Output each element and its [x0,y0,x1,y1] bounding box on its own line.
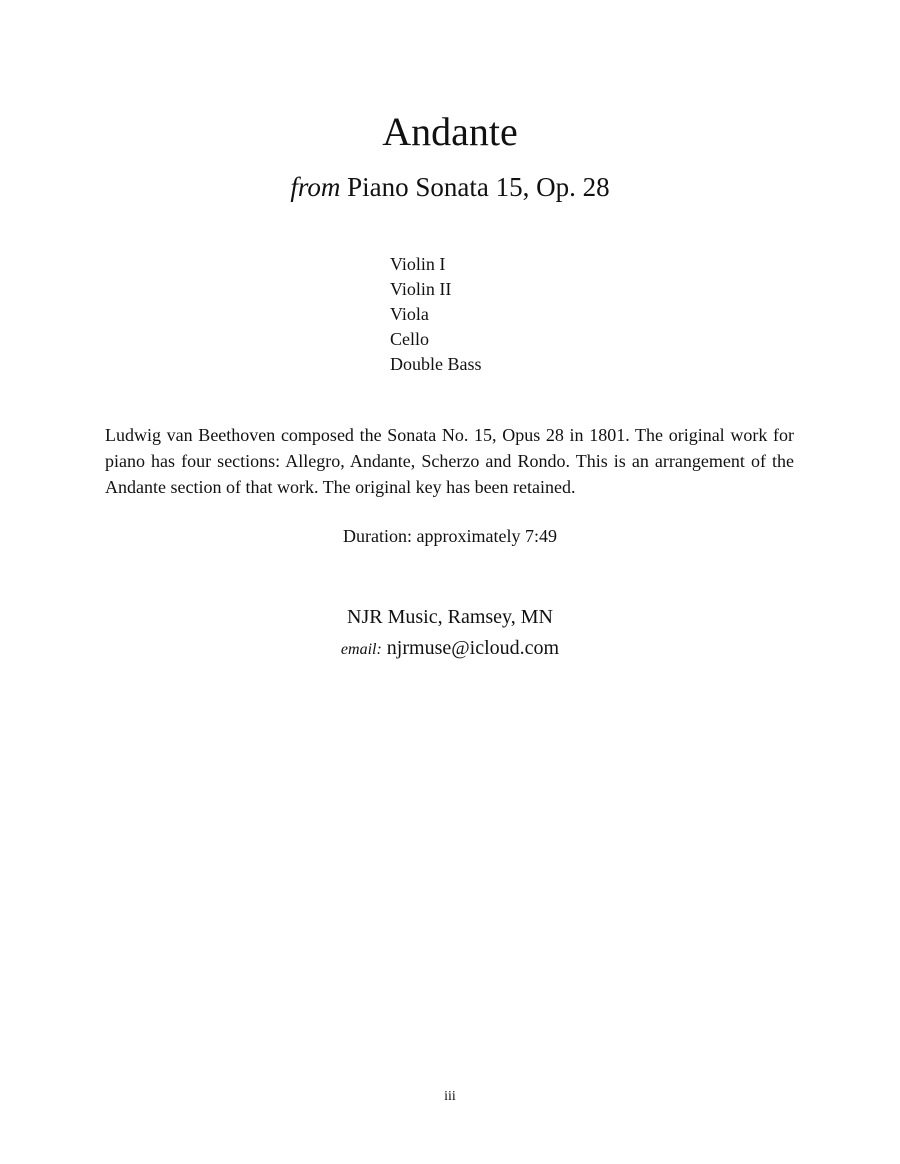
email-label: email: [340,641,382,658]
subtitle-prefix: from [290,172,341,202]
duration-text: Duration: approximately 7:49 [343,526,557,546]
instrument-item: Violin I [390,254,446,274]
instrument-list [390,252,482,377]
page-title: Andante [382,109,518,154]
instrument-item: Cello [390,329,429,349]
email-address: njrmuse@icloud.com [386,637,560,659]
subtitle-text: Piano Sonata 15, Op. 28 [347,172,610,202]
instrument-item: Violin II [390,279,452,299]
email-line [0,634,900,664]
page-number: iii [444,1089,456,1104]
description-paragraph: Ludwig van Beethoven composed the Sonata No. 15, Opus 28 in 1801. The original work for piano has four sections: Allegro, Andante, Scherzo and Rondo. This is an arrangement of the Andante section of that work. The original key has been retained. [105,425,794,497]
subtitle [0,170,900,204]
publisher-text: NJR Music, Ramsey, MN [347,606,553,628]
instrument-item: Viola [390,304,429,324]
instrument-item: Double Bass [390,354,482,374]
